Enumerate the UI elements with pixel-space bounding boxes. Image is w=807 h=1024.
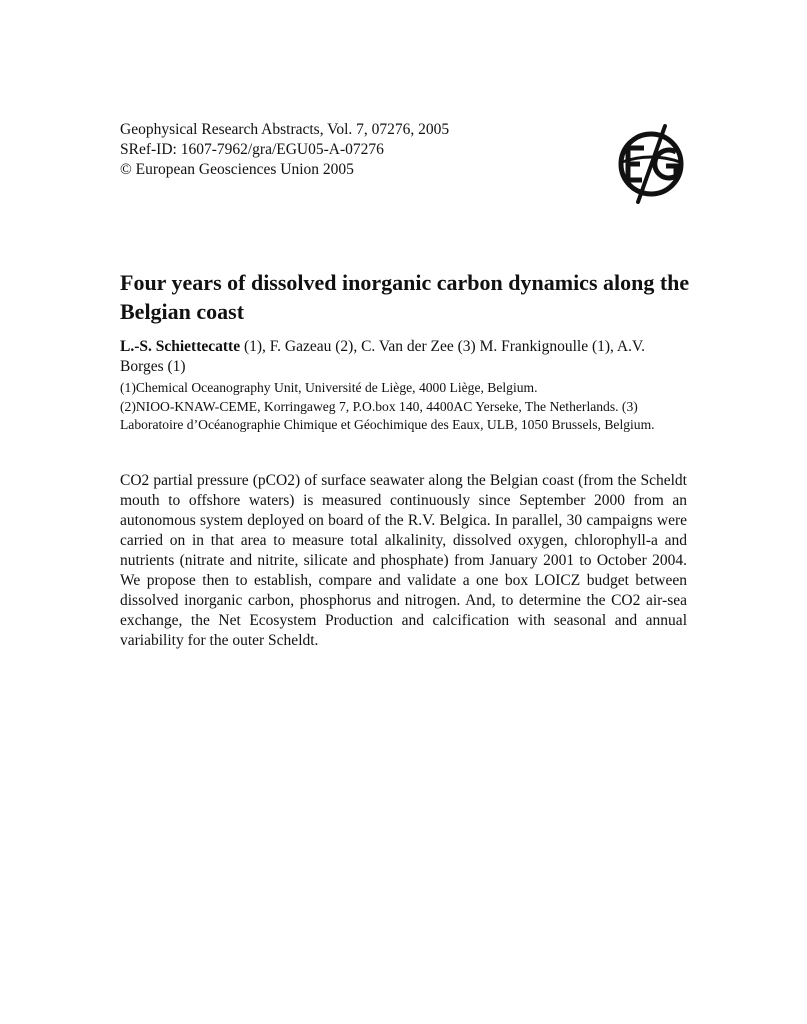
abstract-body: CO2 partial pressure (pCO2) of surface seawater along the Belgian coast (from the Scheldt mouth to offshore waters) is measured continuously since September 2000 from an autonomous system deployed on board of the R.V. Belgica. In parallel, 30 campaigns were carried on in that area to measure total alkalinity, dissolved oxygen, chlorophyll-a and nutrients (nitrate and nitrite, silicate and phosphate) from January 2001 to October 2004. We propose then to establish, compare and validate a one box LOICZ budget between dissolved inorganic carbon, phosphorus and nitrogen. And, to determine the CO2 air-sea exchange, the Net Ecosystem Production and calcification with seasonal and annual variability for the outer Scheldt.: [120, 472, 687, 649]
paper-title: Four years of dissolved inorganic carbon dynamics along the Belgian coast: [120, 270, 690, 324]
lead-author: L.-S. Schiettecatte: [120, 338, 241, 355]
sref-line: SRef-ID: 1607-7962/gra/EGU05-A-07276: [120, 141, 384, 158]
author-list: [120, 337, 692, 377]
affiliation-1: (1)Chemical Oceanography Unit, Université de Liège, 4000 Liège, Belgium.: [120, 380, 538, 395]
journal-line: Geophysical Research Abstracts, Vol. 7, 07276, 2005: [120, 121, 450, 138]
affiliations: [120, 379, 692, 435]
affiliation-2-3: (2)NIOO-KNAW-CEME, Korringaweg 7, P.O.box 140, 4400AC Yerseke, The Netherlands. (3) Laboratoire d’Océanographie Chimique et Géochimique des Eaux, ULB, 1050 Brussels, Belgium.: [120, 398, 655, 432]
egu-logo-icon: [610, 122, 692, 204]
copyright-line: © European Geosciences Union 2005: [120, 161, 354, 178]
co-authors: (1), F. Gazeau (2), C. Van der Zee (3) M. Frankignoulle (1), A.V. Borges (1): [120, 338, 646, 375]
citation-header: [120, 120, 449, 180]
